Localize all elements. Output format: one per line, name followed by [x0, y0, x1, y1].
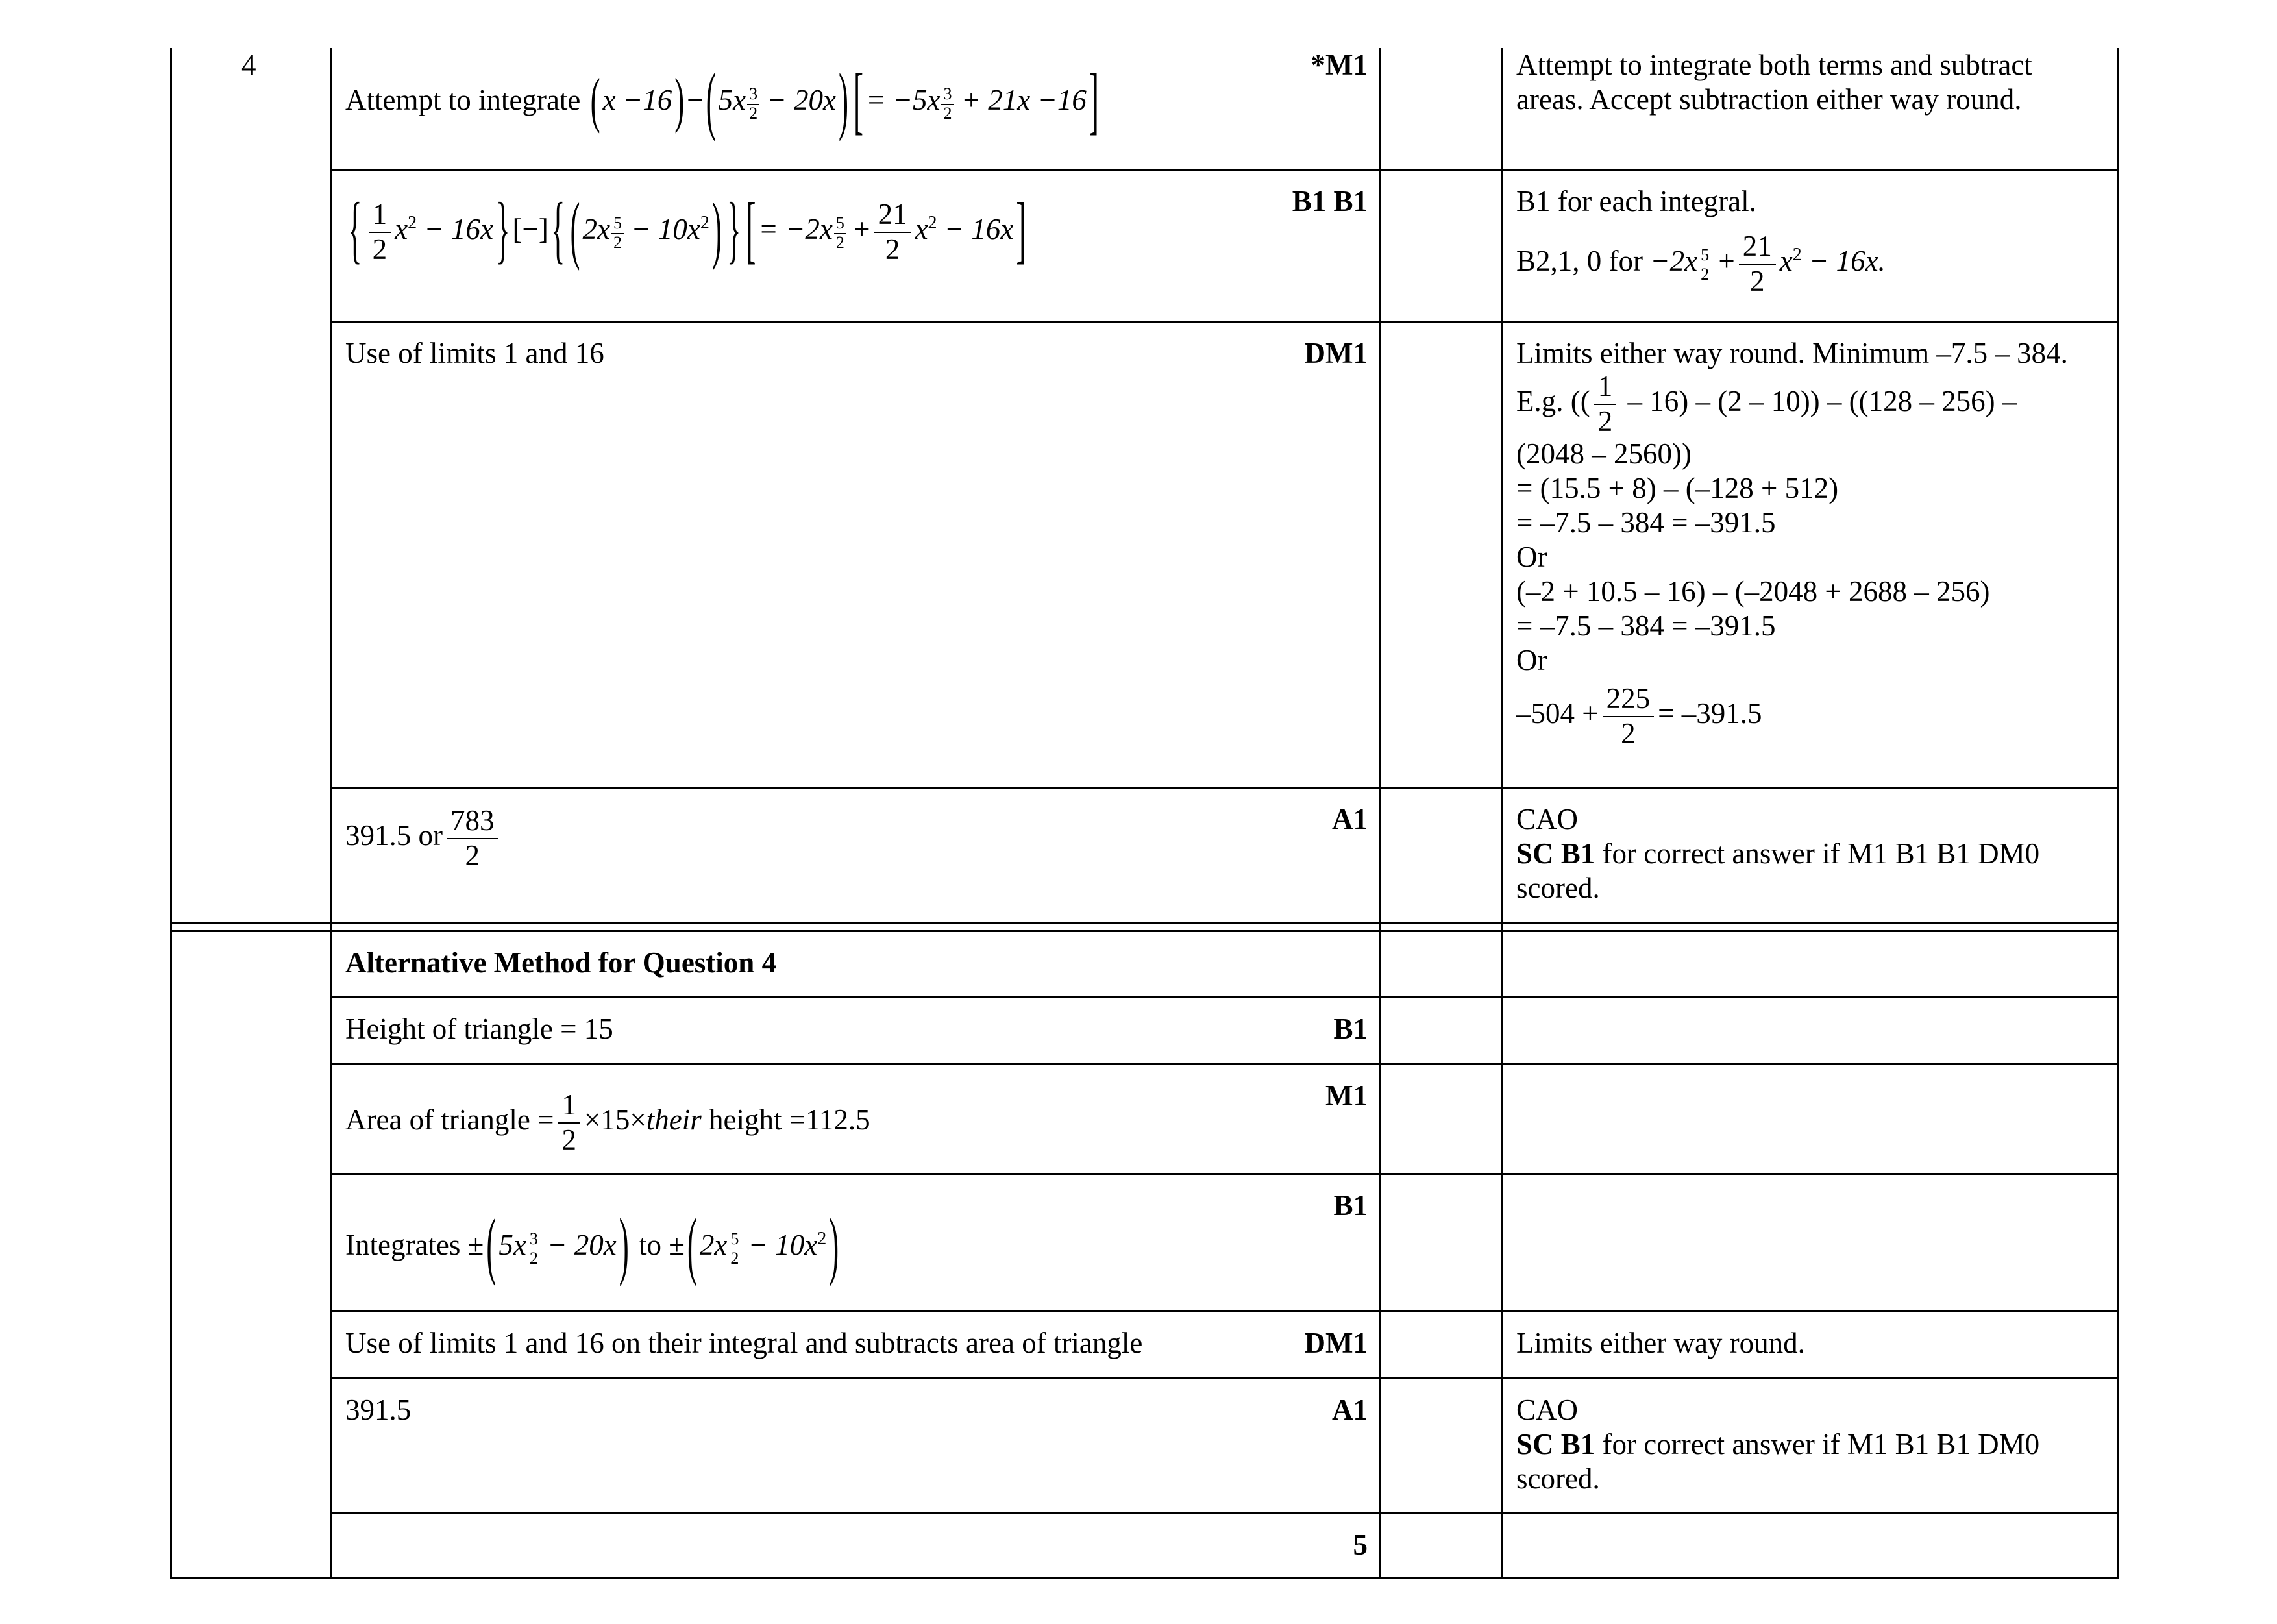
alt-mark-m1: M1 — [1325, 1079, 1368, 1112]
exponent: $\frac{5}{2}$ — [1699, 246, 1711, 284]
exponent: $\frac{3}{2}$ — [528, 1230, 540, 1268]
guidance-row4: CAO SC B1 for correct answer if M1 B1 B1 DM0 scored. — [1516, 803, 2040, 904]
alt-mark-dm1: DM1 — [1304, 1327, 1368, 1359]
section-divider-top — [170, 922, 2119, 924]
answer-limits: Use of limits 1 and 16 — [345, 337, 604, 369]
mark-scheme-table — [170, 48, 2119, 1579]
alt-answer-integrates: Integrates ±(5x $\frac{3}{2}$ − 20x) to ±(2x $\frac{5}{2}$ − $10x^2$) — [345, 1197, 841, 1287]
row-divider — [330, 996, 2119, 998]
paren-open: ( — [706, 58, 716, 142]
row-divider — [330, 1512, 2119, 1514]
fraction-21-over-2: $\frac{21}{2}$ — [1739, 231, 1776, 297]
column-divider-guidance — [1501, 48, 1503, 1579]
alt-mark-a1: A1 — [1332, 1394, 1368, 1426]
question-number: 4 — [241, 49, 256, 81]
fraction-225-over-2: $\frac{225}{2}$ — [1603, 683, 1655, 749]
mark-dm1: DM1 — [1304, 337, 1368, 369]
fraction-half: $\frac{1}{2}$ — [1594, 371, 1617, 437]
guidance-row3: Limits either way round. Minimum –7.5 – 384. E.g. (( $\frac{1}{2}$ – 16) – (2 – 10)) – ((128 – 256) – (2048 – 2560)) = (15.5 + 8) – (–128 + 512) = –7.5 – 384 = –391.5 Or (–2 + 10.5 – 16) – (–2048 + 2688 – 256) = –7.5 – 384 = –391.5 Or –504 + $\frac{225}{2}$ = –391.5 — [1516, 337, 2068, 750]
term: + 21x −16 — [961, 84, 1087, 116]
table-border-left — [170, 48, 172, 1579]
fraction-half: $\frac{1}{2}$ — [369, 199, 391, 265]
table-border-right — [2117, 48, 2119, 1579]
fraction-21-over-2: $\frac{21}{2}$ — [874, 199, 911, 265]
term: 5x — [718, 84, 746, 116]
brace-open: { — [348, 187, 362, 271]
alt-guidance-final: CAO SC B1 for correct answer if M1 B1 B1 DM0 scored. — [1516, 1394, 2040, 1495]
total-marks: 5 — [1353, 1529, 1368, 1561]
brace-open: { — [550, 187, 565, 271]
exponent: $\frac{5}{2}$ — [611, 214, 624, 252]
paren-close: ) — [829, 1203, 839, 1287]
alt-answer-final: 391.5 — [345, 1394, 412, 1426]
row-divider — [330, 321, 2119, 323]
paren-close: ) — [838, 58, 848, 142]
paren-open: ( — [590, 66, 600, 134]
row-divider — [330, 1173, 2119, 1175]
term: = −5x — [865, 84, 941, 116]
answer-prefix: Attempt to integrate — [345, 84, 581, 116]
alt-mark-b1-integrates: B1 — [1333, 1189, 1368, 1222]
mark-b1-b1: B1 B1 — [1292, 185, 1368, 217]
column-divider-answer — [330, 48, 332, 1579]
term: x −16 — [602, 84, 672, 116]
guidance-row1: Attempt to integrate both terms and subtract areas. Accept subtraction either way round. — [1516, 49, 2032, 116]
answer-integrals: { $\frac{1}{2}$ $x^2 - 16x\}[-]${ (2x $\frac{5}{2}$ − $10x^2$) } [= −2x $\frac{5}{2}$ + $\frac{21}{2}$ $x^2 - 16x$] — [345, 184, 1028, 268]
paren-close: ) — [619, 1203, 629, 1287]
fraction-783-over-2: $\frac{783}{2}$ — [447, 806, 498, 871]
fraction-half: $\frac{1}{2}$ — [558, 1090, 580, 1155]
column-divider-marks — [1379, 48, 1381, 1579]
answer-final: 391.5 or $\frac{783}{2}$ — [345, 801, 502, 871]
bracket-open: [ — [746, 187, 756, 271]
bracket-close: ] — [1016, 187, 1026, 271]
answer-integrate-attempt: Attempt to integrate (x −16)−(5x $\frac{3}{2}$ − 20x) [= −5x $\frac{3}{2}$ + 21x −16] — [345, 65, 1102, 135]
paren-close: ) — [674, 66, 685, 134]
brace-close: } — [726, 187, 741, 271]
table-border-bottom — [170, 1577, 2119, 1579]
exponent: $\frac{3}{2}$ — [747, 85, 759, 123]
exponent: $\frac{5}{2}$ — [834, 214, 846, 252]
guidance-row2: B1 for each integral. B2,1, 0 for −2x $\frac{5}{2}$ + $\frac{21}{2}$ $x^2 - 16x$. — [1516, 185, 1886, 297]
alt-answer-height: Height of triangle = 15 — [345, 1013, 613, 1045]
alt-answer-area: Area of triangle = $\frac{1}{2}$ ×15×their height =112.5 — [345, 1089, 870, 1156]
alt-guidance-limits: Limits either way round. — [1516, 1327, 1805, 1359]
bracket-close: ] — [1089, 58, 1099, 142]
paren-open: ( — [570, 187, 580, 271]
exponent: $\frac{3}{2}$ — [941, 85, 954, 123]
paren-close: ) — [711, 187, 722, 271]
subtract-bracket: [−] — [512, 213, 548, 245]
mark-m1-star: *M1 — [1311, 49, 1368, 81]
alt-answer-limits: Use of limits 1 and 16 on their integral and subtracts area of triangle — [345, 1327, 1143, 1359]
term: − 20x — [767, 84, 836, 116]
brace-close: } — [495, 187, 510, 271]
paren-open: ( — [486, 1203, 497, 1287]
alt-mark-b1: B1 — [1333, 1013, 1368, 1045]
mark-a1: A1 — [1332, 803, 1368, 835]
section-divider-bottom — [170, 930, 2119, 932]
alternative-method-heading: Alternative Method for Question 4 — [345, 946, 777, 979]
row-divider — [330, 1063, 2119, 1065]
row-divider — [330, 787, 2119, 789]
row-divider — [330, 1377, 2119, 1379]
bracket-open: [ — [853, 58, 863, 142]
exponent: $\frac{5}{2}$ — [728, 1230, 741, 1268]
row-divider — [330, 1310, 2119, 1312]
paren-open: ( — [687, 1203, 697, 1287]
